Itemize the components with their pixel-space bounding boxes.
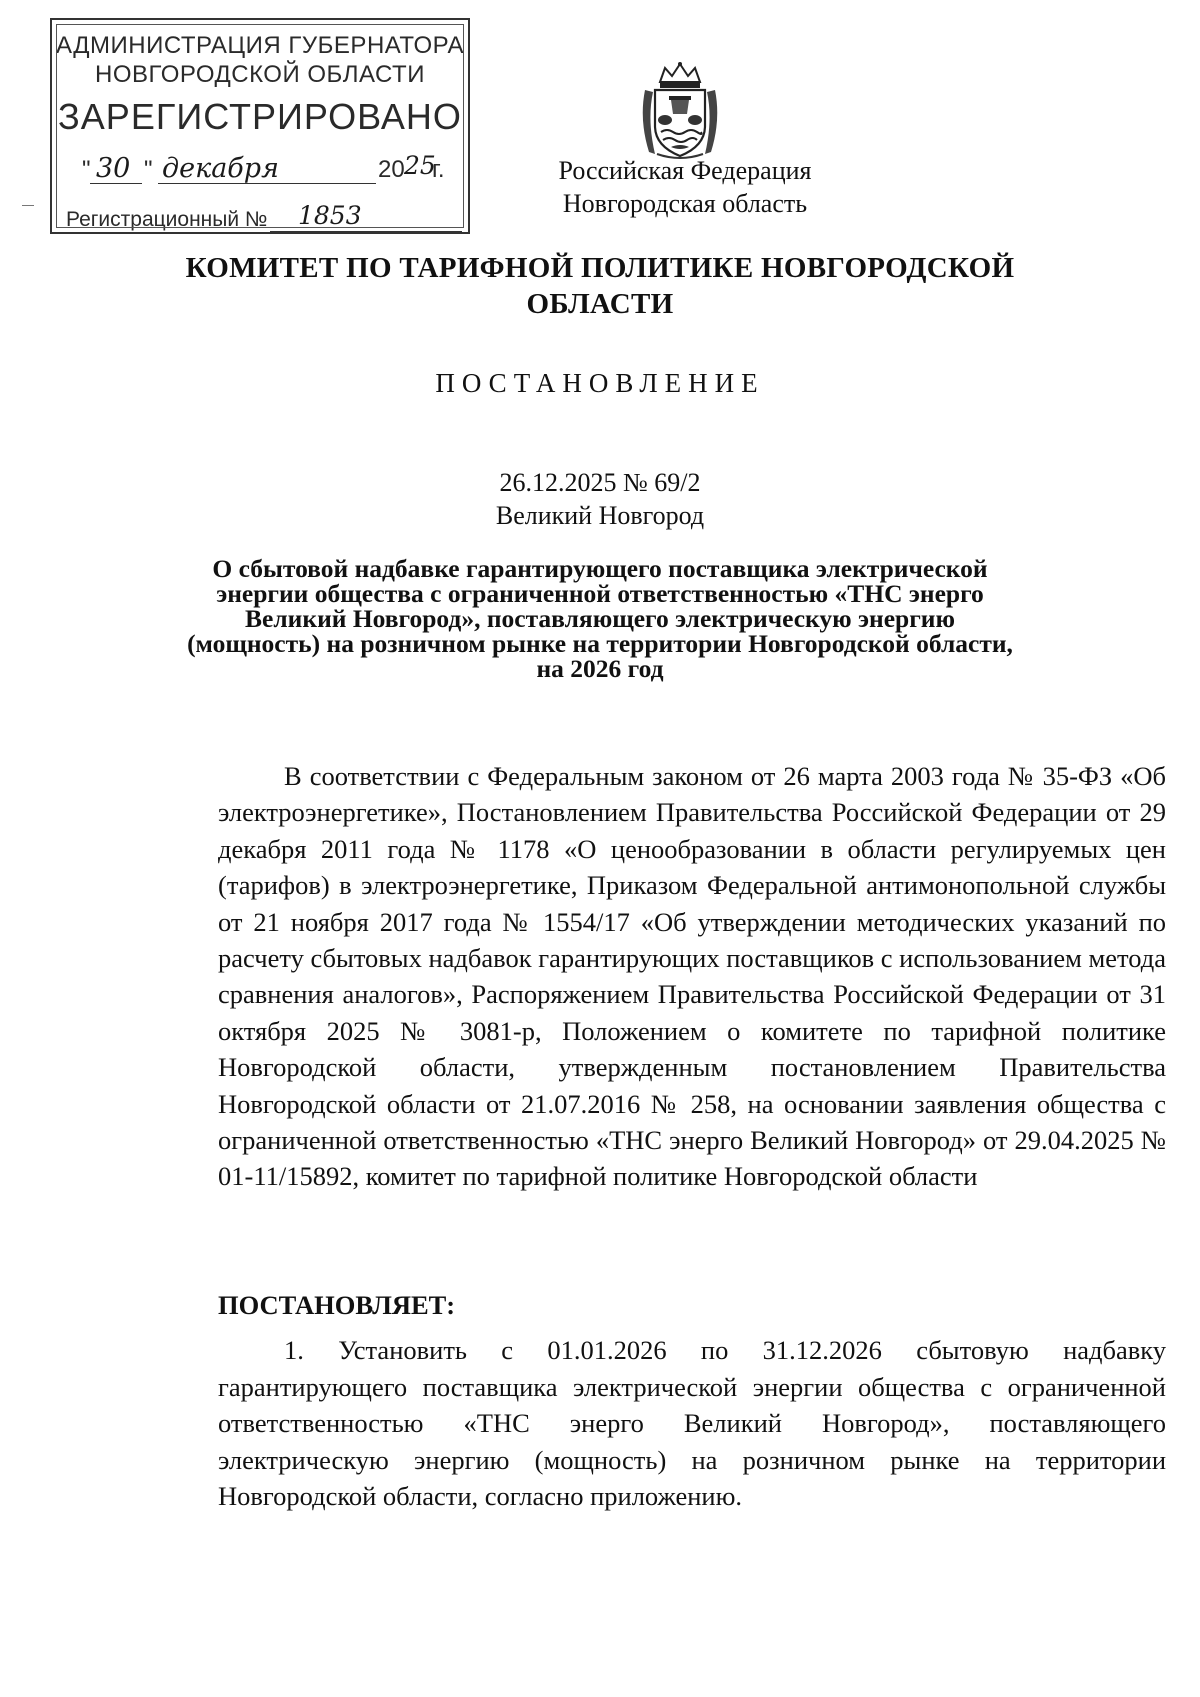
document-type: ПОСТАНОВЛЕНИЕ [435,368,765,398]
committee-line1: КОМИТЕТ ПО ТАРИФНОЙ ПОЛИТИКЕ НОВГОРОДСКОЙ [185,252,1015,284]
item-1-paragraph: 1. Установить с 01.01.2026 по 31.12.2026 сбытовую надбавку гарантирующего поставщика электрической энергии общества с ограниченной ответственностью «ТНС энерго Великий Новгород», поставляющего электрическую энергию (мощность) на розничном рынке на территории Новгородской области, согласно приложению. [218,1335,1166,1512]
stamp-registered: ЗАРЕГИСТРИРОВАНО [58,96,462,137]
registration-stamp [50,18,470,234]
country: Российская Федерация [558,156,812,185]
stamp-year-mark: г. [432,156,445,183]
resolves-heading: ПОСТАНОВЛЯЕТ: [218,1290,456,1320]
subject-line1: О сбытовой надбавке гарантирующего поставщика электрической [212,554,988,583]
stamp-year-prefix: 20 [378,156,405,183]
document-number-block [0,466,1200,532]
region-block [545,154,825,220]
stamp-day: 30 [96,153,131,184]
subject-line5: на 2026 год [536,654,664,683]
subject-title [0,556,1200,681]
city: Великий Новгород [495,501,705,530]
stamp-regno-label: Регистрационный № [66,208,268,231]
margin-mark [22,205,34,206]
stamp-org-line1: АДМИНИСТРАЦИЯ ГУБЕРНАТОРА [55,32,465,59]
stamp-date: " 30 " декабря 20 25 г. [82,151,445,184]
preamble-paragraph: В соответствии с Федеральным законом от 26 марта 2003 года № 35-ФЗ «Об электроэнергетике», Постановлением Правительства Российской Федерации от 29 декабря 2011 года № 1178 «О ценообразовании в области регулируемых цен (тарифов) в электроэнергетике, Приказом Федеральной антимонопольной службы от 21 ноября 2017 года № 1554/17 «Об утверждении методических указаний по расчету сбытовых надбавок гарантирующих поставщиков с использованием метода сравнения аналогов», Распоряжением Правительства Российской Федерации от 31 октября 2025 № 3081-р, Положением о комитете по тарифной политике Новгородской области, утвержденным постановлением Правительства Новгородской области от 21.07.2016 № 258, на основании заявления общества с ограниченной ответственностью «ТНС энерго Великий Новгород» от 29.04.2025 № 01-11/15892, комитет по тарифной политике Новгородской области [218,761,1166,1192]
subject-line3: Великий Новгород», поставляющего электрическую энергию [245,604,955,633]
date-number: 26.12.2025 № 69/2 [499,468,701,497]
region: Новгородская область [562,189,808,218]
stamp-org-line2: НОВГОРОДСКОЙ ОБЛАСТИ [95,61,425,88]
committee-title [0,250,1200,322]
stamp-year-suffix: 25 [404,151,436,180]
subject-line2: энергии общества с ограниченной ответственностью «ТНС энерго [216,579,984,608]
committee-line2: ОБЛАСТИ [526,288,674,320]
subject-line4: (мощность) на розничном рынке на территории Новгородской области, [187,629,1013,658]
novgorod-coat-of-arms-icon [635,60,725,160]
stamp-month: декабря [162,153,279,184]
stamp-regno-row [66,201,466,234]
stamp-regno: 1853 [298,201,362,230]
